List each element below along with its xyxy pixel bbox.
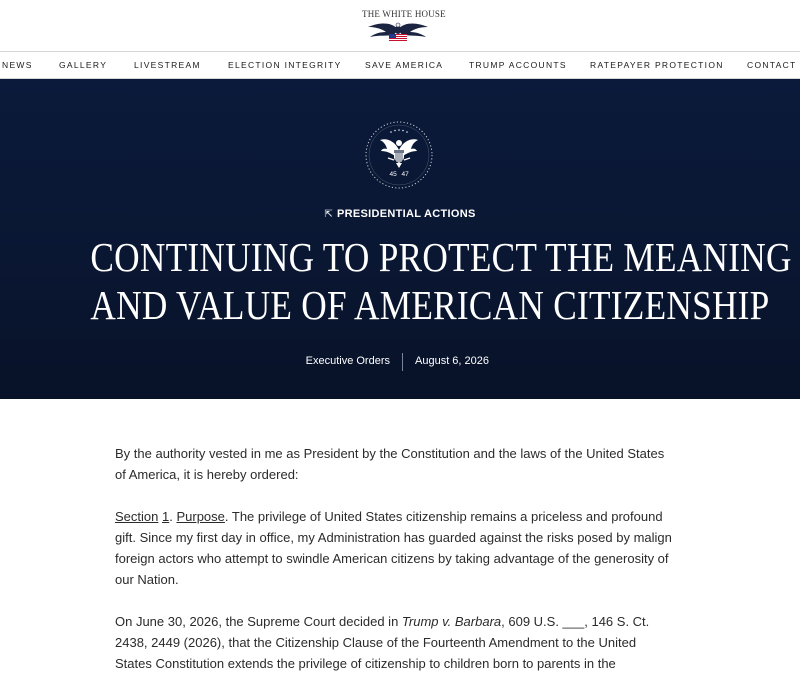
seal-number-47: 47 — [401, 171, 409, 178]
arrow-up-left-icon: ⇱ — [324, 209, 334, 220]
category-kicker[interactable] — [0, 208, 800, 220]
nav-ratepayer-protection[interactable]: RATEPAYER PROTECTION — [590, 60, 724, 70]
seal-number-45: 45 — [389, 171, 397, 178]
section-heading: Purpose — [176, 509, 225, 524]
kicker-label: PRESIDENTIAL ACTIONS — [337, 208, 476, 220]
nav-save-america[interactable]: SAVE AMERICA — [365, 60, 444, 70]
meta-divider — [402, 353, 403, 371]
section-label: Section — [115, 509, 159, 524]
nav-gallery[interactable]: GALLERY — [59, 60, 108, 70]
title-line-2: AND VALUE OF AMERICAN CITIZENSHIP — [90, 282, 770, 328]
nav-contact[interactable]: CONTACT — [747, 60, 797, 70]
logo-text: THE WHITE HOUSE — [362, 9, 446, 19]
nav-news[interactable]: NEWS — [2, 60, 33, 70]
page-title — [90, 233, 792, 329]
main-nav — [0, 51, 800, 79]
paragraph-3 — [115, 611, 675, 674]
p3-text-b: , 609 U.S. ___, 146 S. Ct. 2438, 2449 (2026), that the Citizenship Clause of the Fourteenth Amendment to the United States Constitution extends the privilege of citizenship to children born to parents in the — [115, 614, 650, 671]
eagle-flag-icon — [362, 17, 434, 43]
category-link[interactable]: Executive Orders — [305, 355, 390, 367]
section-1-paragraph — [115, 506, 675, 590]
top-bar — [0, 0, 800, 51]
title-line-1: CONTINUING TO PROTECT THE MEANING — [90, 234, 792, 280]
article-body — [115, 443, 675, 695]
presidential-seal — [364, 120, 434, 190]
nav-livestream[interactable]: LIVESTREAM — [134, 60, 201, 70]
article-meta — [0, 353, 800, 371]
publish-date: August 6, 2026 — [415, 355, 490, 367]
nav-election-integrity[interactable]: ELECTION INTEGRITY — [228, 60, 342, 70]
hero-banner — [0, 79, 800, 399]
intro-paragraph: By the authority vested in me as President by the Constitution and the laws of the United States of America, it is hereby ordered: — [115, 446, 665, 482]
section-1-text: . The privilege of United States citizenship remains a priceless and profound gift. Since my first day in office, my Administration has guarded against the risks posed by malign foreign actors who attempt to swindle American citizens by taking advantage of the generosity of our Nation. — [115, 509, 672, 587]
section-number: 1 — [162, 509, 170, 524]
white-house-logo[interactable] — [362, 9, 446, 43]
section-punct: . — [169, 509, 177, 524]
eagle-seal-icon — [364, 120, 434, 190]
case-name: Trump v. Barbara — [401, 614, 502, 629]
p3-text-a: On June 30, 2026, the Supreme Court decided in — [115, 614, 402, 629]
nav-trump-accounts[interactable]: TRUMP ACCOUNTS — [469, 60, 567, 70]
